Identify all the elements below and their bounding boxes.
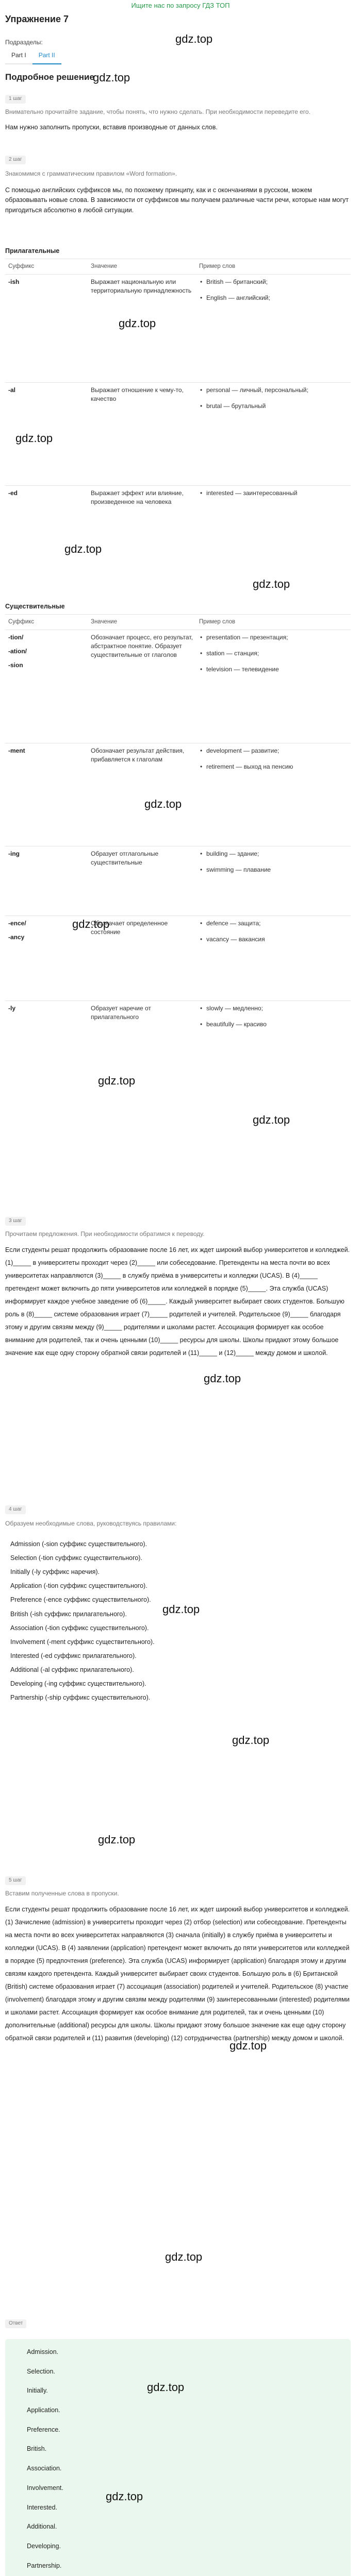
list-item: Additional (-al суффикс прилагательного). xyxy=(10,1666,134,1674)
col-example: Пример слов xyxy=(196,615,351,630)
step-text: С помощью английских суффиксов мы, по похожему принципу, как и с окончаниями в русском, можем образовывать новые слова. В зависимости от суффиксов мы получаем различные части речи, которые нам могут пригодиться абсолютно в любой ситуации. xyxy=(5,186,349,214)
watermark: gdz.top xyxy=(253,578,290,590)
solution-heading: Подробное решение xyxy=(5,72,94,82)
col-example: Пример слов xyxy=(196,259,351,275)
watermark: gdz.top xyxy=(144,798,182,810)
step-note: Прочитаем предложения. При необходимости обратимся к переводу. xyxy=(5,1230,205,1238)
example: • English — английский; xyxy=(199,294,348,302)
watermark: gdz.top xyxy=(119,317,156,330)
table-row xyxy=(5,916,351,1001)
example: • development — развитие; xyxy=(199,747,348,755)
example: • retirement — выход на пенсию xyxy=(199,762,348,771)
example: • vacancy — вакансия xyxy=(199,935,348,944)
step-note: Вставим полученные слова в пропуски. xyxy=(5,1889,119,1897)
meaning: Образует отглагольные существительные xyxy=(88,846,196,916)
example: • swimming — плавание xyxy=(199,866,348,874)
list-item: British (-ish суффикс прилагательного). xyxy=(10,1610,127,1618)
watermark: gdz.top xyxy=(147,2381,185,2394)
watermark: gdz.top xyxy=(204,1372,241,1385)
suffix-line: -ancy xyxy=(8,934,25,941)
answer-list xyxy=(11,2347,63,2576)
watermark: gdz.top xyxy=(253,1113,290,1126)
col-suffix: Суффикс xyxy=(5,615,88,630)
watermark: gdz.top xyxy=(93,71,130,84)
suffix: -ly xyxy=(5,1001,88,1093)
meaning: Выражает национальную или территориальную принадлежность xyxy=(88,274,196,382)
examples xyxy=(196,630,351,743)
list-item: Partnership (-ship суффикс существительного). xyxy=(10,1694,151,1702)
list-item: Involvement (-ment суффикс существительного). xyxy=(10,1638,155,1646)
step-badge: 4 шаг xyxy=(5,1505,26,1514)
list-item: Admission (-sion суффикс существительного). xyxy=(10,1540,147,1548)
table-row xyxy=(5,1001,351,1093)
list-item: Preference (-ence суффикс существительного). xyxy=(10,1596,151,1604)
answer-item: Partnership. xyxy=(27,2562,62,2569)
list-item: Association (-tion суффикс существительного). xyxy=(10,1624,149,1632)
meaning: Обозначает определенное состояние xyxy=(88,916,196,1001)
step-2 xyxy=(5,155,351,215)
adjectives-table xyxy=(5,259,351,542)
table-header xyxy=(5,259,351,275)
list-item: Application (-tion суффикс существительного). xyxy=(10,1582,147,1590)
watermark: gdz.top xyxy=(106,2490,143,2503)
step-note: Знакомимся с грамматическим правилом «Word formation». xyxy=(5,170,177,177)
answer-item: Interested. xyxy=(27,2503,58,2511)
example: • building — здание; xyxy=(199,850,348,858)
list-item: Interested (-ed суффикс прилагательного). xyxy=(10,1652,137,1659)
examples xyxy=(196,485,351,542)
watermark: gdz.top xyxy=(229,2039,267,2052)
parts-tabs xyxy=(5,49,61,64)
watermark: gdz.top xyxy=(64,543,102,555)
example: • presentation — презентация; xyxy=(199,633,348,642)
suffix-line: -sion xyxy=(8,662,23,669)
list-item: Developing (-ing суффикс существительного). xyxy=(10,1680,146,1688)
table-header xyxy=(5,615,351,630)
answer-item: Developing. xyxy=(27,2542,61,2550)
table-row xyxy=(5,743,351,846)
suffix xyxy=(5,630,88,743)
step-text: Нам нужно заполнить пропуски, вставив производные от данных слов. xyxy=(5,123,218,131)
step-badge: 3 шаг xyxy=(5,1217,26,1226)
answer-item: Additional. xyxy=(27,2523,57,2531)
list-item: Initially (-ly суффикс наречия). xyxy=(10,1568,100,1576)
suffix: -al xyxy=(5,382,88,485)
examples xyxy=(196,743,351,846)
example: • brutal — брутальный xyxy=(199,402,348,411)
answer-label-wrap xyxy=(5,2318,351,2328)
suffix: -ish xyxy=(5,274,88,382)
nouns-table xyxy=(5,614,351,1093)
col-meaning: Значение xyxy=(88,615,196,630)
examples xyxy=(196,916,351,1001)
answer-item: Application. xyxy=(27,2406,60,2414)
answer-item: Selection. xyxy=(27,2367,55,2375)
watermark: gdz.top xyxy=(98,1074,136,1087)
example: • British — британский; xyxy=(199,278,348,286)
step-note: Образуем необходимые слова, руководствуясь правилами: xyxy=(5,1519,177,1527)
examples xyxy=(196,382,351,485)
example: • station — станция; xyxy=(199,649,348,658)
meaning: Выражает эффект или влияние, произведенное на человека xyxy=(88,485,196,542)
top-bar xyxy=(0,0,361,11)
subsections-label: Подразделы: xyxy=(5,39,43,46)
nouns-title: Существительные xyxy=(5,603,65,610)
col-meaning: Значение xyxy=(88,259,196,275)
meaning: Выражает отношение к чему-то, качество xyxy=(88,382,196,485)
meaning: Обозначает процесс, его результат, абстрактное понятие. Образует существительные от глаголов xyxy=(88,630,196,743)
list-item: Selection (-tion суффикс существительного). xyxy=(10,1554,142,1562)
watermark: gdz.top xyxy=(72,918,110,930)
meaning: Образует наречие от прилагательного xyxy=(88,1001,196,1093)
answer-box xyxy=(5,2339,351,2576)
examples xyxy=(196,274,351,382)
example: • beautifully — красиво xyxy=(199,1020,348,1029)
step-badge: 5 шаг xyxy=(5,1876,26,1885)
example: • slowly — медленно; xyxy=(199,1004,348,1013)
table-row xyxy=(5,846,351,916)
step-5 xyxy=(5,1875,351,2045)
step-3 xyxy=(5,1216,351,1360)
table-row xyxy=(5,382,351,485)
meaning: Обозначает результат действия, прибавляется к глаголам xyxy=(88,743,196,846)
suffix-line: -tion/ xyxy=(8,633,24,641)
step-note: Внимательно прочитайте задание, чтобы понять, что нужно сделать. При необходимости переведите его. xyxy=(5,108,310,115)
watermark: gdz.top xyxy=(232,1734,270,1747)
answer-item: Admission. xyxy=(27,2348,59,2355)
answer-item: Initially. xyxy=(27,2387,48,2395)
table-row xyxy=(5,274,351,382)
watermark: gdz.top xyxy=(15,432,53,445)
derived-words-list xyxy=(5,1539,351,1703)
step-badge: 1 шаг xyxy=(5,95,26,104)
step-text: Если студенты решат продолжить образование после 16 лет, их ждет широкий выбор университетов и колледжей. (1)_____ в университеты проходит через (2)_____ или собеседование. Претенденты на места почти во всех университетах направляются (3)_____ в службу приёма в университеты и колледжи (UCAS). В (4)_____ претендент может включить до пяти университетов или колледжей в порядке (5)_____. Эта служба (UCAS) информирует каждое учебное заведение об (6)_____. Каждый университет выбирает своих студентов. Большую роль в (8)_____ системе образования играет (7)_____ родителей и учителей. Родительское (9)_____ благодаря этому и другим связям между (9)_____ родителями и школами растет. Ассоциация формирует как особое внимание для родителей, так и очень ценными (10)_____ ресурсы для школы. Школы придают этому большое значение как еще одну сторону обратной связи родителей и (11)_____ и (12)_____ между домом и школой. xyxy=(5,1246,350,1357)
table-row xyxy=(5,485,351,542)
suffix: -ed xyxy=(5,485,88,542)
search-us-link[interactable]: Ищите нас по запросу ГДЗ ТОП xyxy=(131,2,230,9)
example: • personal — личный, персональный; xyxy=(199,386,348,395)
step-1 xyxy=(5,94,351,132)
answer-item: Involvement. xyxy=(27,2484,63,2492)
answer-badge: Ответ xyxy=(5,2319,26,2328)
answer-item: British. xyxy=(27,2445,47,2453)
example: • interested — заинтересованный xyxy=(199,489,348,498)
exercise-title: Упражнение 7 xyxy=(5,14,69,24)
suffix: -ment xyxy=(5,743,88,846)
suffix: -ing xyxy=(5,846,88,916)
examples xyxy=(196,846,351,916)
watermark: gdz.top xyxy=(175,32,213,45)
step-text: Если студенты решат продолжить образование после 16 лет, их ждет широкий выбор университетов и колледжей. (1) Зачисление (admission) в университеты проходит через (2) отбор (selection) или собеседование. Претенденты на места почти во всех университетах направляются (3) сначала (initially) в службу приёма в университеты и колледжи (UCAS). В (4) заявлении (application) претендент может включить до пяти университетов или колледжей в порядке (5) предпочтения (preference). Эта служба (UCAS) информирует (application) благодаря этому и другим связям каждого претендента. Каждый университет выбирает своих студентов. Большую роль в (6) Британской (British) системе образования играет (7) ассоциация (association) родителей и учителей. Родительское (8) участие (involvement) благодаря этому и другим связям между родителями (9) заинтересованными (interested) родителями и школами растет. Ассоциация формирует как особое внимание для родителей, так и очень ценными (10) дополнительные (additional) ресурсы для школы. Школы придают этому большое значение как еще одну сторону обратной связи родителей и (11) развития (developing) (12) сотрудничества (partnership) между домом и школой. xyxy=(5,1905,350,2042)
examples xyxy=(196,1001,351,1093)
tab-part-2[interactable]: Part II xyxy=(32,49,61,64)
watermark: gdz.top xyxy=(98,1833,136,1846)
watermark: gdz.top xyxy=(165,2250,203,2263)
answer-item: Association. xyxy=(27,2465,62,2472)
suffix-line: -ence/ xyxy=(8,919,26,927)
adjectives-title: Прилагательные xyxy=(5,247,60,255)
answer-item: Preference. xyxy=(27,2426,60,2433)
table-row xyxy=(5,630,351,743)
tab-part-1[interactable]: Part I xyxy=(5,49,32,64)
step-badge: 2 шаг xyxy=(5,156,26,164)
col-suffix: Суффикс xyxy=(5,259,88,275)
suffix-line: -ation/ xyxy=(8,648,27,655)
watermark: gdz.top xyxy=(162,1603,200,1616)
example: • television — телевидение xyxy=(199,665,348,674)
example: • defence — защита; xyxy=(199,919,348,928)
